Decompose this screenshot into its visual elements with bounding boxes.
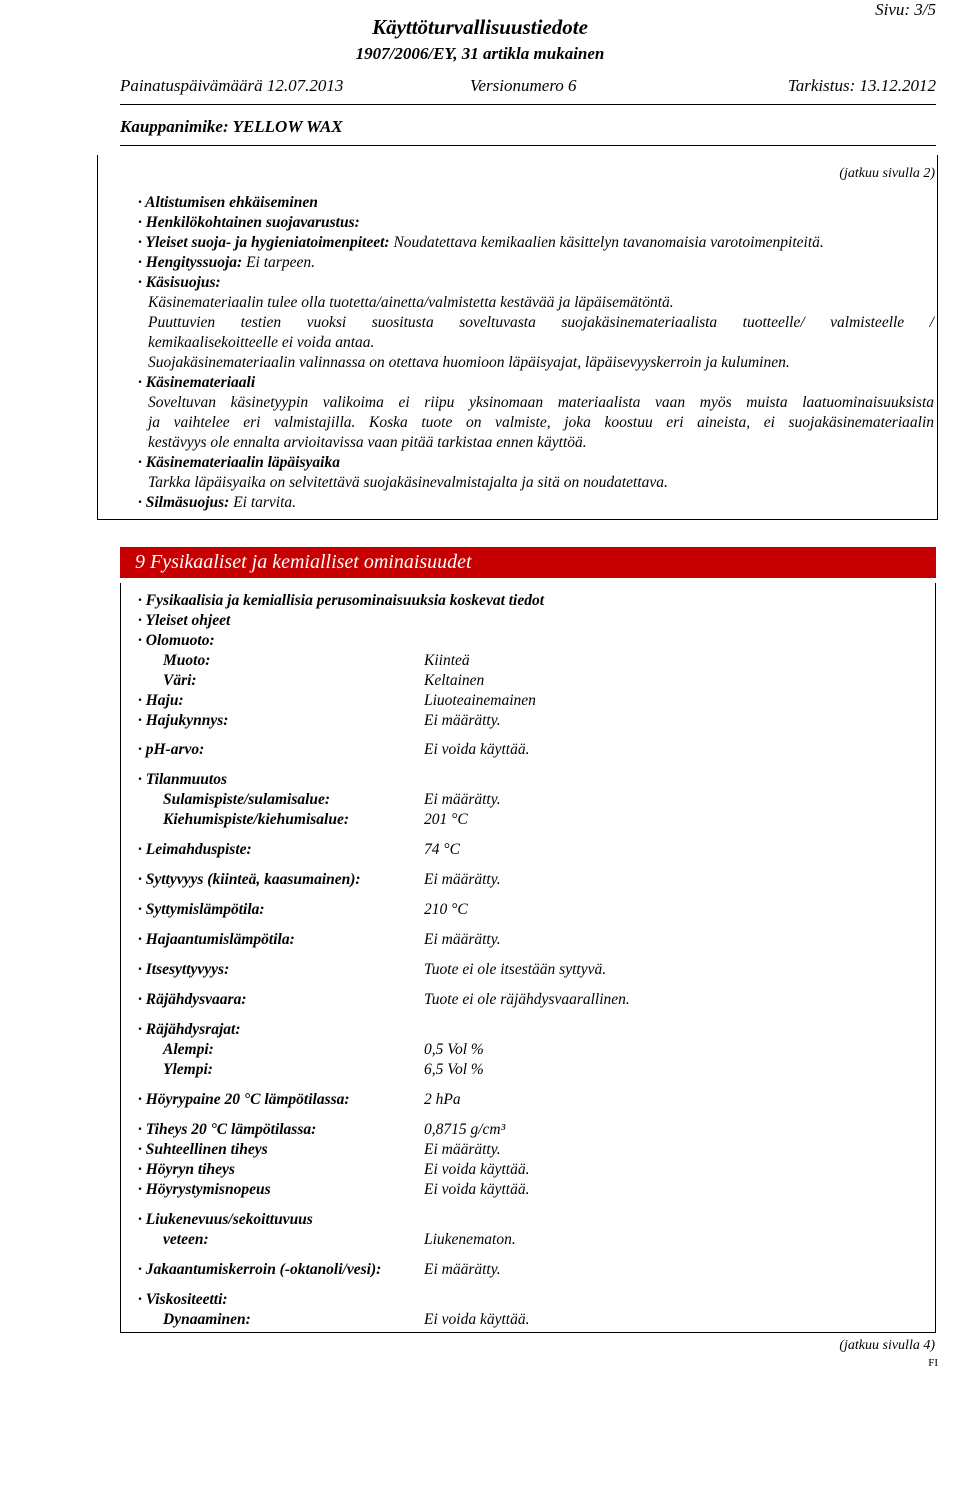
property-value: Liukenematon. bbox=[424, 1231, 516, 1248]
property-label: · Höyrystymisnopeus bbox=[138, 1181, 271, 1198]
hand-label: · Käsisuojus: bbox=[138, 274, 221, 291]
property-label: · Tilanmuutos bbox=[138, 771, 228, 788]
hand-text-2a: Puuttuvien testien vuoksi suositusta soveltuvasta suojakäsinemateriaalista tuotteelle/ valmisteelle / bbox=[148, 314, 934, 331]
property-value: Ei voida käyttää. bbox=[424, 1311, 530, 1328]
revision-date: Tarkistus: 13.12.2012 bbox=[787, 76, 936, 95]
hygiene-line bbox=[138, 234, 824, 252]
property-label: · Olomuoto: bbox=[138, 632, 215, 649]
property-value: 0,5 Vol % bbox=[424, 1041, 484, 1058]
property-value: Ei määrätty. bbox=[424, 1141, 501, 1158]
respiratory-line bbox=[138, 254, 315, 272]
property-value: 2 hPa bbox=[424, 1091, 461, 1108]
material-text-2: ja vaihtelee eri valmistajilla. Koska tuote on valmiste, joka koostuu eri aineista, ei suojakäsinemateriaalin bbox=[148, 414, 934, 431]
property-label: · Jakaantumiskerroin (-oktanoli/vesi): bbox=[138, 1261, 382, 1278]
property-label: · Itsesyttyvyys: bbox=[138, 961, 230, 978]
property-value: Kiinteä bbox=[424, 652, 470, 669]
property-label: veteen: bbox=[163, 1231, 209, 1248]
property-value: Liuoteainemainen bbox=[424, 692, 536, 709]
property-label: · Hajaantumislämpötila: bbox=[138, 931, 295, 948]
property-value: Ei määrätty. bbox=[424, 871, 501, 888]
property-label: Dynaaminen: bbox=[163, 1311, 251, 1328]
header-divider bbox=[120, 104, 936, 105]
document-subtitle: 1907/2006/EY, 31 artikla mukainen bbox=[355, 44, 605, 63]
property-label: Muoto: bbox=[163, 652, 211, 669]
property-label: · Hajukynnys: bbox=[138, 712, 229, 729]
property-label: · Viskositeetti: bbox=[138, 1291, 228, 1308]
property-label: · pH-arvo: bbox=[138, 741, 205, 758]
language-code: FI bbox=[928, 1357, 938, 1369]
product-divider bbox=[120, 145, 936, 146]
property-value: Keltainen bbox=[424, 672, 485, 689]
material-label: · Käsinemateriaali bbox=[138, 374, 256, 391]
eye-label: · Silmäsuojus: bbox=[138, 494, 230, 511]
property-label: · Syttyvyys (kiinteä, kaasumainen): bbox=[138, 871, 361, 888]
property-value: Ei määrätty. bbox=[424, 931, 501, 948]
material-text-3: kestävyys ole ennalta arvioitavissa vaan pitää tarkistaa ennen käyttöä. bbox=[148, 434, 587, 451]
hand-text-3: Suojakäsinemateriaalin valinnassa on otettava huomioon läpäisyajat, läpäisevyyskerroin ja kuluminen. bbox=[148, 354, 790, 371]
hygiene-label: · Yleiset suoja- ja hygieniatoimenpiteet: bbox=[138, 234, 390, 251]
property-value: 210 °C bbox=[424, 901, 468, 918]
eye-value: Ei tarvita. bbox=[233, 494, 297, 511]
section9-header: 9 Fysikaaliset ja kemialliset ominaisuudet bbox=[120, 547, 936, 578]
property-value: 201 °C bbox=[424, 811, 468, 828]
property-label: · Höyrypaine 20 °C lämpötilassa: bbox=[138, 1091, 350, 1108]
property-label: Kiehumispiste/kiehumisalue: bbox=[163, 811, 350, 828]
eye-line bbox=[138, 494, 296, 512]
continued-to: (jatkuu sivulla 4) bbox=[839, 1338, 935, 1353]
property-label: Alempi: bbox=[163, 1041, 214, 1058]
property-label: · Fysikaalisia ja kemiallisia perusominaisuuksia koskevat tiedot bbox=[138, 592, 545, 609]
penetration-label: · Käsinemateriaalin läpäisyaika bbox=[138, 454, 340, 471]
property-value: 0,8715 g/cm³ bbox=[424, 1121, 506, 1138]
product-name: Kauppanimike: YELLOW WAX bbox=[120, 117, 343, 136]
property-label: · Syttymislämpötila: bbox=[138, 901, 265, 918]
property-label: · Tiheys 20 °C lämpötilassa: bbox=[138, 1121, 317, 1138]
hand-text-2b: kemikaalisekoitteelle ei voida antaa. bbox=[148, 334, 375, 351]
property-label: · Höyryn tiheys bbox=[138, 1161, 235, 1178]
property-label: · Suhteellinen tiheys bbox=[138, 1141, 268, 1158]
property-label: · Liukenevuus/sekoittuvuus bbox=[138, 1211, 313, 1228]
page-number: Sivu: 3/5 bbox=[875, 0, 936, 19]
exposure-title: · Altistumisen ehkäiseminen bbox=[138, 194, 318, 211]
property-label: Väri: bbox=[163, 672, 197, 689]
material-text-1: Soveltuvan käsinetyypin valikoima ei riipu yksinomaan materiaalista vaan myös muista laatuominaisuuksista bbox=[148, 394, 934, 411]
property-value: Ei voida käyttää. bbox=[424, 1161, 530, 1178]
property-value: Ei määrätty. bbox=[424, 712, 501, 729]
respiratory-value: Ei tarpeen. bbox=[246, 254, 315, 271]
property-value: 6,5 Vol % bbox=[424, 1061, 484, 1078]
print-date: Painatuspäivämäärä 12.07.2013 bbox=[120, 76, 344, 95]
continued-from: (jatkuu sivulla 2) bbox=[839, 166, 935, 181]
property-label: Sulamispiste/sulamisalue: bbox=[163, 791, 331, 808]
property-label: · Leimahduspiste: bbox=[138, 841, 252, 858]
property-value: Ei määrätty. bbox=[424, 1261, 501, 1278]
property-value: Ei määrätty. bbox=[424, 791, 501, 808]
ppe-title: · Henkilökohtainen suojavarustus: bbox=[138, 214, 360, 231]
property-value: Ei voida käyttää. bbox=[424, 741, 530, 758]
document-title: Käyttöturvallisuustiedote bbox=[372, 15, 588, 39]
property-value: 74 °C bbox=[424, 841, 460, 858]
property-label: · Räjähdysrajat: bbox=[138, 1021, 241, 1038]
property-value: Tuote ei ole räjähdysvaarallinen. bbox=[424, 991, 630, 1008]
property-label: Ylempi: bbox=[163, 1061, 213, 1078]
hand-text-1: Käsinemateriaalin tulee olla tuotetta/ainetta/valmistetta kestävää ja läpäisemätöntä. bbox=[148, 294, 674, 311]
penetration-text: Tarkka läpäisyaika on selvitettävä suojakäsinevalmistajalta ja sitä on noudatettava. bbox=[148, 474, 668, 491]
respiratory-label: · Hengityssuoja: bbox=[138, 254, 243, 271]
version-number: Versionumero 6 bbox=[470, 76, 577, 95]
property-label: · Räjähdysvaara: bbox=[138, 991, 247, 1008]
property-label: · Haju: bbox=[138, 692, 184, 709]
property-value: Ei voida käyttää. bbox=[424, 1181, 530, 1198]
property-label: · Yleiset ohjeet bbox=[138, 612, 231, 629]
property-value: Tuote ei ole itsestään syttyvä. bbox=[424, 961, 607, 978]
hygiene-value: Noudatettava kemikaalien käsittelyn tavanomaisia varotoimenpiteitä. bbox=[393, 234, 824, 251]
